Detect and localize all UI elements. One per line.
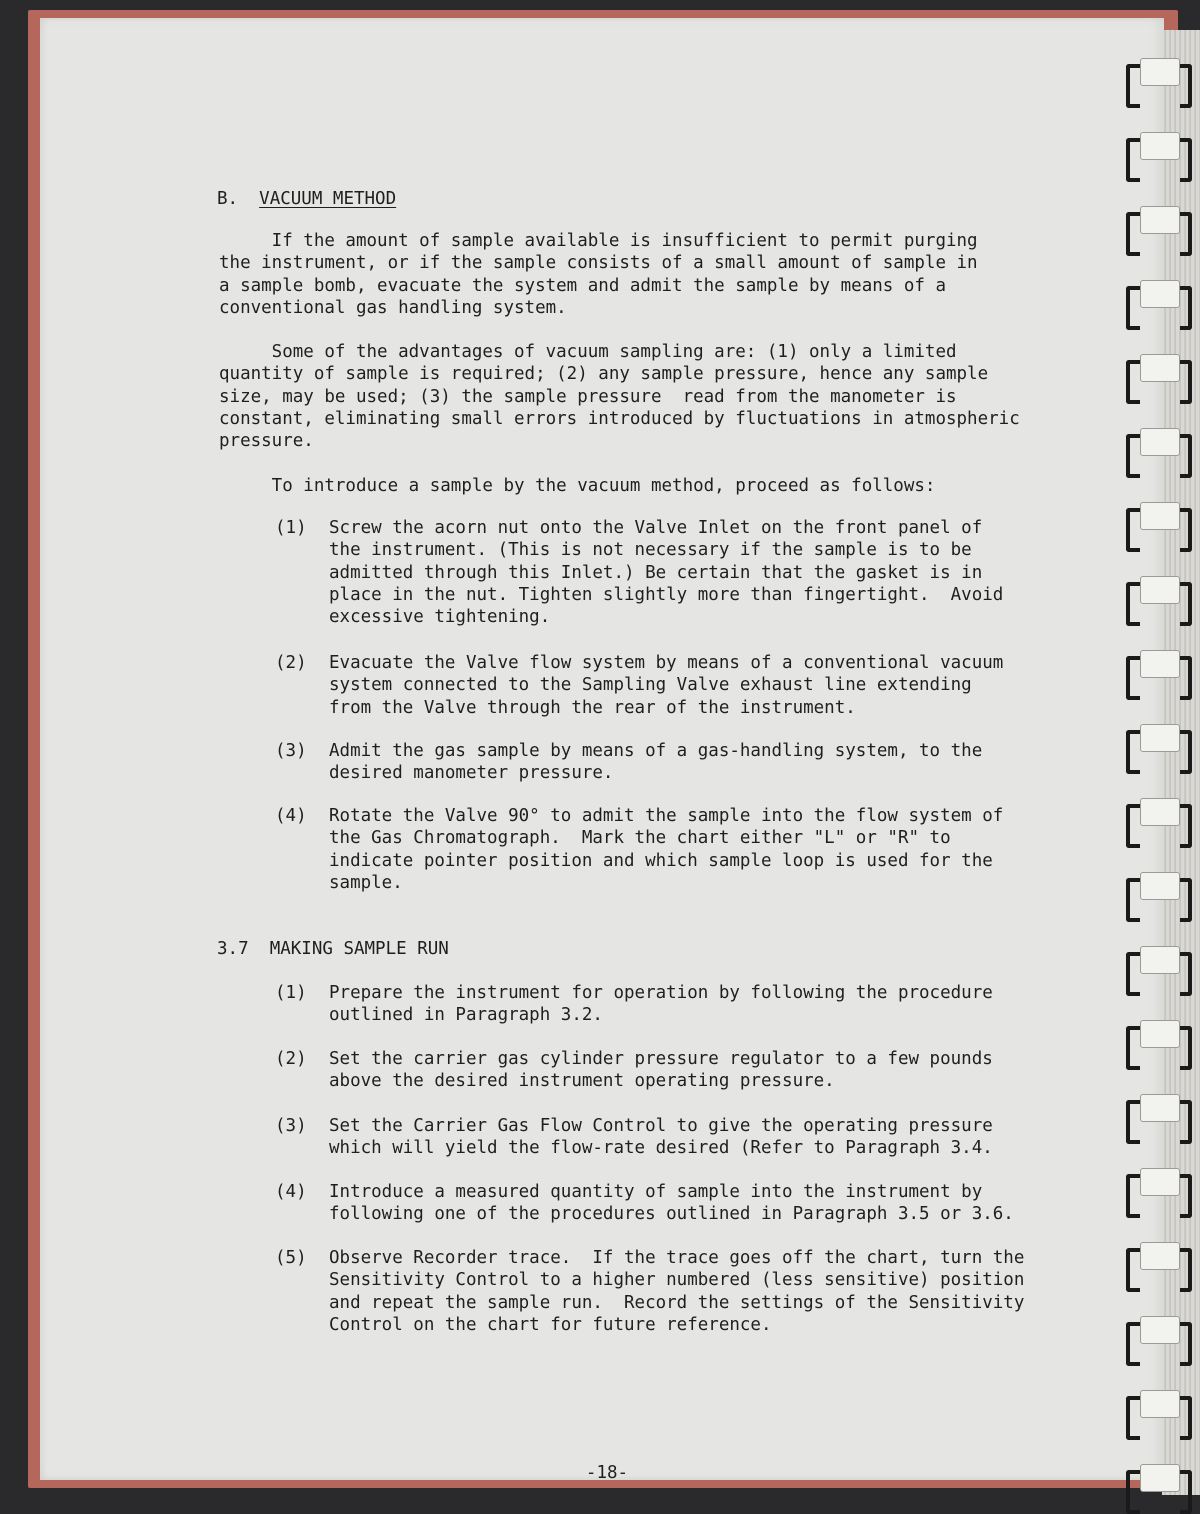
section-b-heading <box>217 188 396 210</box>
step-text: Evacuate the Valve flow system by means of a conventional vacuum system connected to the Sampling Valve exhaust line extending from the Valve through the rear of the instrument. <box>329 653 1004 718</box>
section-37-title: MAKING SAMPLE RUN <box>269 939 449 959</box>
step-number: (3) <box>275 741 307 761</box>
step-number: (3) <box>275 1116 307 1136</box>
section-37-heading <box>217 938 449 960</box>
section-b-title: VACUUM METHOD <box>259 189 397 209</box>
section-37-number: 3.7 <box>217 939 249 959</box>
step-number: (1) <box>275 518 307 538</box>
step-text: Observe Recorder trace. If the trace goes off the chart, turn the Sensitivity Control to a higher numbered (less sensitive) position and repeat the sample run. Record the settings of the Sensitivity Control on the chart for future reference. <box>329 1248 1025 1335</box>
section-b-label: B. <box>217 189 239 209</box>
step-number: (4) <box>275 806 307 826</box>
step-text: Rotate the Valve 90° to admit the sample into the flow system of the Gas Chromatograph. Mark the chart either "L" or "R" to indicate pointer position and which sample loop is used for the sample. <box>329 806 1004 893</box>
step-text: Introduce a measured quantity of sample into the instrument by following one of the procedures outlined in Paragraph 3.5 or 3.6. <box>329 1182 1014 1225</box>
advantages-paragraph: Some of the advantages of vacuum sampling are: (1) only a limited quantity of sample is required; (2) any sample pressure, hence any sample size, may be used; (3) the sample pressure read from the manometer is constant, eliminating small errors introduced by fluctuations in atmospheric pressure. <box>219 342 1020 452</box>
step-number: (5) <box>275 1248 307 1268</box>
intro-paragraph: If the amount of sample available is insufficient to permit purging the instrument, or if the sample consists of a small amount of sample in a sample bomb, evacuate the system and admit the sample by means of a conventional gas handling system. <box>219 231 978 318</box>
step-text: Prepare the instrument for operation by following the procedure outlined in Paragraph 3.2. <box>329 983 993 1026</box>
step-number: (4) <box>275 1182 307 1202</box>
step-text: Admit the gas sample by means of a gas-handling system, to the desired manometer pressure. <box>329 741 983 784</box>
step-number: (2) <box>275 1049 307 1069</box>
step-number: (2) <box>275 653 307 673</box>
step-number: (1) <box>275 983 307 1003</box>
step-text: Set the carrier gas cylinder pressure regulator to a few pounds above the desired instrument operating pressure. <box>329 1049 993 1092</box>
step-text: Screw the acorn nut onto the Valve Inlet on the front panel of the instrument. (This is not necessary if the sample is to be admitted through this Inlet.) Be certain that the gasket is in place in the nut. Tighten slightly more than fingertight. Avoid excessive tightening. <box>329 518 1004 628</box>
step-text: Set the Carrier Gas Flow Control to give the operating pressure which will yield the flow-rate desired (Refer to Paragraph 3.4. <box>329 1116 993 1159</box>
procedure-intro-paragraph: To introduce a sample by the vacuum method, proceed as follows: <box>219 476 936 496</box>
page-number: -18- <box>585 1463 629 1483</box>
